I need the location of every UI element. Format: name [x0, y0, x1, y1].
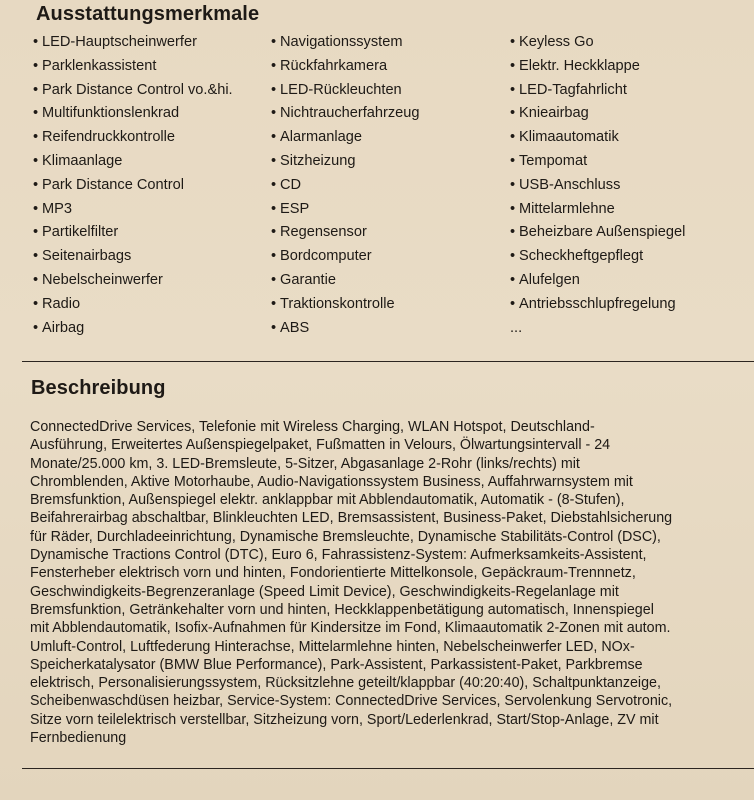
bullet-icon: •: [271, 129, 277, 146]
feature-item: [510, 150, 685, 174]
feature-label: Radio: [42, 295, 81, 312]
bullet-icon: •: [33, 271, 39, 288]
feature-label: Park Distance Control: [42, 176, 184, 193]
bullet-icon: •: [510, 57, 516, 74]
bullet-icon: •: [510, 81, 516, 98]
description-text: ConnectedDrive Services, Telefonie mit Wireless Charging, WLAN Hotspot, Deutschland- Ausführung, Erweitertes Außenspiegelpaket, Fußmatten in Velours, Ölwartungsintervall - 24 Monate/25.000 km, 3. LED-Bremsleute, 5-Sitzer, Abgasanlage 2-Rohr (links/rechts) mit Chromblenden, Aktive Motorhaube, Audio-Navigationssystem Business, Auffahrwarnsystem mit Bremsfunktion, Außenspiegel elektr. anklappbar mit Abblendautomatik, Automatik - (8-Stufen), Beifahrerairbag abschaltbar, Blinkleuchten LED, Bremsassistent, Business-Paket, Diebstahlsicherung für Räder, Durchladeeinrichtung, Dynamische Bremsleuchte, Dynamische Stabilitäts-Control (DSC), Dynamische Tractions Control (DTC), Euro 6, Fahrassistenz-System: Aufmerksamkeits-Assistent, Fensterheber elektrisch vorn und hinten, Fondorientierte Mittelkonsole, Gepäckraum-Trennnetz, Geschwindigkeits-Begrenzeranlage (Speed Limit Device), Geschwindigkeits-Regelanlage mit Bremsfunktion, Getränkehalter vorn und hinten, Heckklappenbetätigung automatisch, Innenspiegel mit Abblendautomatik, Isofix-Aufnahmen für Kindersitze im Fond, Klimaautomatik 2-Zonen mit autom. Umluft-Control, Luftfederung Hinterachse, Mittelarmlehne hinten, Nebelscheinwerfer LED, NOx- Speicherkatalysator (BMW Blue Performance), Park-Assistent, Parkassistent-Paket, Parkbremse elektrisch, Personalisierungssystem, Rücksitzlehne geteilt/klappbar (40:20:40), Schaltpunktanzeige, Scheibenwaschdüsen heizbar, Service-System: ConnectedDrive Services, Servolenkung Servotronic, Sitze vorn teilelektrisch verstellbar, Sitzheizung vorn, Sport/Lederlenkrad, Start/Stop-Anlage, ZV mit Fernbedienung: [30, 419, 673, 747]
feature-label: USB-Anschluss: [519, 176, 621, 193]
bullet-icon: •: [510, 105, 516, 122]
feature-item: [271, 269, 420, 293]
bullet-icon: •: [510, 129, 516, 146]
feature-item: [510, 31, 685, 55]
feature-label: Keyless Go: [519, 34, 594, 50]
feature-item: [510, 79, 685, 103]
bullet-icon: •: [271, 271, 277, 288]
bullet-icon: •: [271, 248, 277, 265]
feature-label: Mittelarmlehne: [519, 200, 615, 217]
feature-item: [33, 174, 233, 198]
feature-item: [510, 269, 685, 293]
bullet-icon: •: [33, 152, 39, 169]
feature-item: [271, 31, 420, 55]
feature-label: Navigationssystem: [280, 34, 403, 50]
feature-item: [33, 198, 233, 222]
feature-label: CD: [280, 176, 302, 193]
feature-item: [510, 293, 685, 317]
bullet-icon: •: [510, 200, 516, 217]
description-heading: Beschreibung: [31, 377, 166, 399]
bullet-icon: •: [271, 200, 277, 217]
feature-label: ESP: [280, 200, 310, 217]
feature-item: [33, 150, 233, 174]
bullet-icon: •: [33, 81, 39, 98]
bullet-icon: •: [33, 248, 39, 265]
feature-item: [271, 79, 420, 103]
feature-item: [271, 55, 420, 79]
feature-label: Garantie: [280, 271, 336, 288]
section-divider: [22, 361, 754, 362]
feature-item: [510, 55, 685, 79]
bullet-icon: •: [33, 200, 39, 217]
bullet-icon: •: [33, 129, 39, 146]
feature-label: Beheizbare Außenspiegel: [519, 224, 686, 241]
bullet-icon: •: [510, 176, 516, 193]
feature-item: [33, 55, 233, 79]
feature-item: [510, 126, 685, 150]
feature-label: Tempomat: [519, 152, 588, 169]
feature-item: [271, 126, 420, 150]
feature-label: Nichtraucherfahrzeug: [280, 105, 420, 122]
feature-label: Elektr. Heckklappe: [519, 57, 640, 74]
bullet-icon: •: [33, 105, 39, 122]
feature-label: LED-Tagfahrlicht: [519, 81, 627, 98]
feature-label: Nebelscheinwerfer: [42, 271, 163, 288]
feature-label: LED-Rückleuchten: [280, 81, 402, 98]
feature-label: Airbag: [42, 319, 85, 336]
bullet-icon: •: [33, 295, 39, 312]
bullet-icon: •: [33, 319, 39, 336]
feature-item: [33, 245, 233, 269]
bullet-icon: •: [33, 34, 39, 50]
feature-label: LED-Hauptscheinwerfer: [42, 34, 197, 50]
feature-label: Alufelgen: [519, 271, 580, 288]
feature-item: [271, 293, 420, 317]
bullet-icon: •: [271, 176, 277, 193]
bullet-icon: •: [271, 295, 277, 312]
feature-label: MP3: [42, 200, 73, 217]
more-features-ellipsis: ...: [510, 319, 523, 336]
feature-label: Rückfahrkamera: [280, 57, 388, 74]
feature-label: Knieairbag: [519, 105, 589, 122]
bullet-icon: •: [271, 34, 277, 50]
feature-item: [33, 31, 233, 55]
bullet-icon: •: [271, 57, 277, 74]
bullet-icon: •: [510, 224, 516, 241]
feature-label: Klimaanlage: [42, 152, 123, 169]
feature-item: [510, 174, 685, 198]
bullet-icon: •: [510, 34, 516, 50]
bullet-icon: •: [271, 224, 277, 241]
features-column-3: [510, 31, 685, 340]
feature-label: Multifunktionslenkrad: [42, 105, 180, 122]
feature-item: [271, 245, 420, 269]
feature-item: [271, 317, 420, 341]
features-column-2: [271, 31, 420, 340]
feature-item: [271, 221, 420, 245]
feature-label: ABS: [280, 319, 310, 336]
feature-item: [510, 221, 685, 245]
feature-label: Sitzheizung: [280, 152, 356, 169]
bullet-icon: •: [33, 176, 39, 193]
feature-item: [271, 174, 420, 198]
bullet-icon: •: [33, 224, 39, 241]
feature-label: Alarmanlage: [280, 129, 362, 146]
feature-item: [33, 79, 233, 103]
feature-item: [510, 102, 685, 126]
feature-item: [271, 150, 420, 174]
feature-label: Park Distance Control vo.&hi.: [42, 81, 233, 98]
feature-label: Scheckheftgepflegt: [519, 248, 644, 265]
features-heading: Ausstattungsmerkmale: [36, 3, 260, 25]
bullet-icon: •: [510, 248, 516, 265]
bullet-icon: •: [271, 105, 277, 122]
feature-item: [33, 221, 233, 245]
feature-item: [510, 198, 685, 222]
feature-label: Bordcomputer: [280, 248, 372, 265]
feature-item: [271, 102, 420, 126]
feature-label: Klimaautomatik: [519, 129, 619, 146]
feature-item: [33, 293, 233, 317]
bullet-icon: •: [510, 152, 516, 169]
bullet-icon: •: [271, 319, 277, 336]
bullet-icon: •: [271, 81, 277, 98]
feature-label: Parklenkassistent: [42, 57, 157, 74]
bottom-divider: [22, 768, 754, 769]
bullet-icon: •: [510, 271, 516, 288]
bullet-icon: •: [510, 295, 516, 312]
feature-label: Regensensor: [280, 224, 367, 241]
feature-item: [33, 126, 233, 150]
feature-item: [271, 198, 420, 222]
bullet-icon: •: [271, 152, 277, 169]
feature-label: Seitenairbags: [42, 248, 132, 265]
features-column-1: [33, 31, 233, 340]
feature-item: [510, 245, 685, 269]
feature-label: Reifendruckkontrolle: [42, 129, 176, 146]
feature-item: [33, 102, 233, 126]
feature-label: Traktionskontrolle: [280, 295, 395, 312]
feature-label: Antriebsschlupfregelung: [519, 295, 676, 312]
feature-item: [33, 269, 233, 293]
feature-label: Partikelfilter: [42, 224, 119, 241]
bullet-icon: •: [33, 57, 39, 74]
feature-item: [33, 317, 233, 341]
